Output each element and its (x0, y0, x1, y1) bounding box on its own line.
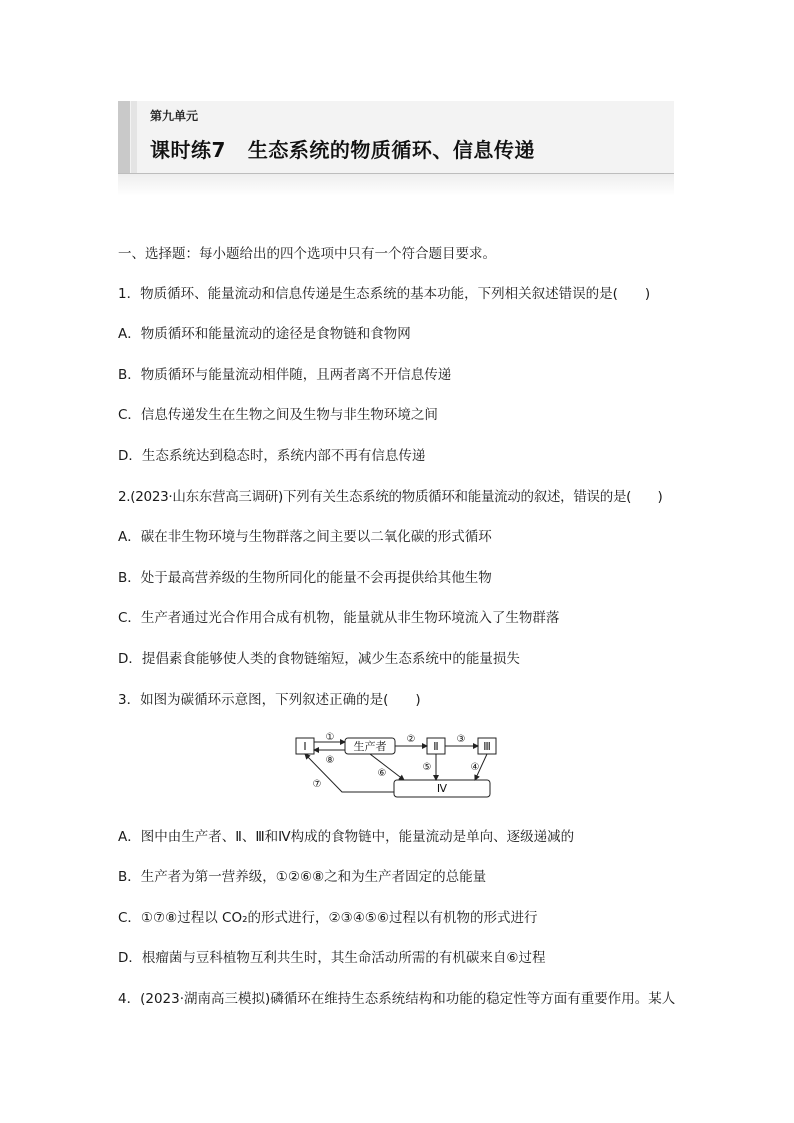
carbon-cycle-diagram (290, 730, 506, 800)
header-shadow (118, 174, 674, 196)
question-3-option-d: D．根瘤菌与豆科植物互利共生时，其生命活动所需的有机碳来自⑥过程 (118, 950, 546, 966)
box-II-label: Ⅱ (433, 740, 439, 753)
question-1-option-b: B．物质循环与能量流动相伴随，且两者离不开信息传递 (118, 367, 452, 383)
arrow-6 (370, 754, 404, 780)
process-label-5: ⑤ (422, 762, 432, 773)
lesson-number: 课时练7 (150, 138, 226, 162)
question-2-option-d: D．提倡素食能够使人类的食物链缩短，减少生态系统中的能量损失 (118, 651, 520, 667)
process-label-4: ④ (470, 762, 480, 773)
box-IV-label: Ⅳ (436, 782, 448, 795)
section-heading: 一、选择题：每小题给出的四个选项中只有一个符合题目要求。 (118, 246, 496, 262)
page-title (150, 134, 535, 163)
header-accent-bar (118, 101, 130, 173)
question-2-option-a: A．碳在非生物环境与生物群落之间主要以二氧化碳的形式循环 (118, 529, 492, 545)
process-label-3: ③ (456, 734, 466, 745)
question-1-option-c: C．信息传递发生在生物之间及生物与非生物环境之间 (118, 407, 438, 423)
question-1-option-d: D．生态系统达到稳态时，系统内部不再有信息传递 (118, 448, 426, 464)
question-1-stem: 1．物质循环、能量流动和信息传递是生态系统的基本功能，下列相关叙述错误的是( ) (118, 286, 651, 302)
question-1-option-a: A．物质循环和能量流动的途径是食物链和食物网 (118, 326, 411, 342)
question-3-option-b: B．生产者为第一营养级，①②⑥⑧之和为生产者固定的总能量 (118, 869, 487, 885)
process-label-7: ⑦ (312, 779, 322, 790)
question-3-stem: 3．如图为碳循环示意图，下列叙述正确的是( ) (118, 692, 421, 708)
process-label-6: ⑥ (377, 768, 387, 779)
question-3-option-a: A．图中由生产者、Ⅱ、Ⅲ和Ⅳ构成的食物链中，能量流动是单向、逐级递减的 (118, 829, 575, 845)
box-III-label: Ⅲ (483, 740, 491, 753)
process-label-1: ① (325, 732, 335, 743)
box-producer-label: 生产者 (353, 740, 387, 753)
lesson-title: 生态系统的物质循环、信息传递 (247, 138, 535, 162)
question-2-option-b: B．处于最高营养级的生物所同化的能量不会再提供给其他生物 (118, 570, 492, 586)
question-2-option-c: C．生产者通过光合作用合成有机物，能量就从非生物环境流入了生物群落 (118, 610, 560, 626)
process-label-2: ② (406, 734, 416, 745)
unit-label: 第九单元 (150, 109, 199, 123)
box-I-label: Ⅰ (303, 740, 307, 753)
question-3-option-c: C．①⑦⑧过程以 CO₂的形式进行，②③④⑤⑥过程以有机物的形式进行 (118, 910, 538, 926)
question-2-stem: 2.(2023·山东东营高三调研)下列有关生态系统的物质循环和能量流动的叙述，错误的是( ) (118, 489, 663, 505)
header-accent-bar-inner (131, 101, 137, 173)
question-4-stem: 4．(2023·湖南高三模拟)磷循环在维持生态系统结构和功能的稳定性等方面有重要作用。某人 (118, 991, 676, 1007)
process-label-8: ⑧ (325, 755, 335, 766)
